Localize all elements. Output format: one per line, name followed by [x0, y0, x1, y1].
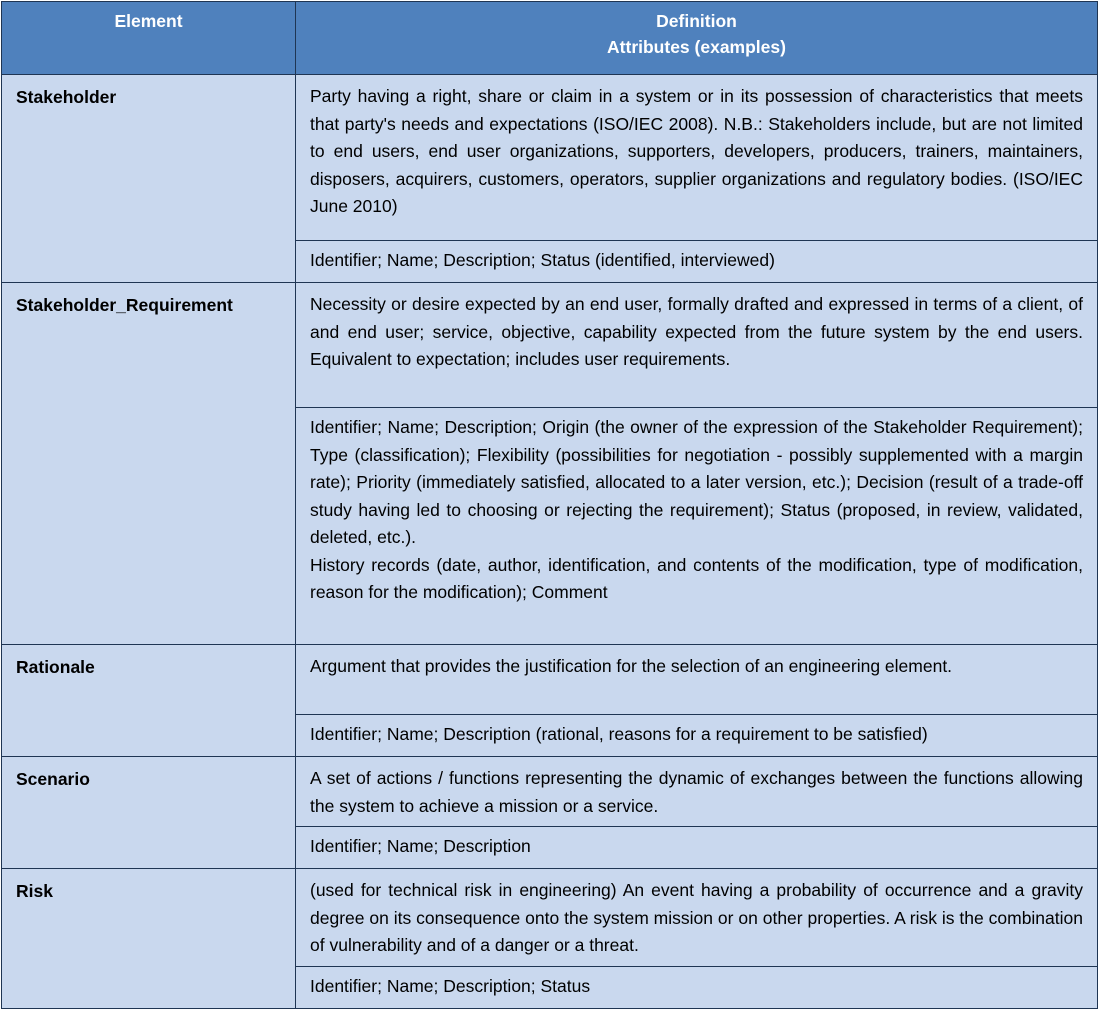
- header-row: [2, 2, 1098, 75]
- element-cell: Stakeholder: [2, 75, 296, 283]
- table-row: [2, 75, 1098, 241]
- attributes-cell: Identifier; Name; Description; Status: [296, 966, 1098, 1008]
- attributes-text: Identifier; Name; Description; Origin (the owner of the expression of the Stakeholder Requirement); Type (classification); Flexibility (possibilities for negotiation - possibly supplemented with a margin rate); Priority (immediately satisfied, allocated to a later version, etc.); Decision (result of a trade-off study having led to choosing or rejecting the requirement); Status (proposed, in review, validated, deleted, etc.).: [310, 417, 1083, 547]
- attributes-cell: Identifier; Name; Description; Status (identified, interviewed): [296, 241, 1098, 283]
- element-cell: Rationale: [2, 645, 296, 757]
- table-row: [2, 283, 1098, 408]
- header-definition-label: Definition: [656, 11, 737, 31]
- definition-cell: Party having a right, share or claim in a system or in its possession of characteristics that meets that party's needs and expectations (ISO/IEC 2008). N.B.: Stakeholders include, but are not limited to end users, end user organizations, supporters, developers, producers, trainers, maintainers, disposers, acquirers, customers, operators, supplier organizations and regulatory bodies. (ISO/IEC June 2010): [296, 75, 1098, 241]
- element-cell: Risk: [2, 869, 296, 1009]
- header-attributes-label: Attributes (examples): [607, 37, 786, 57]
- element-cell: Scenario: [2, 757, 296, 869]
- table-row: [2, 757, 1098, 827]
- definition-cell: Necessity or desire expected by an end user, formally drafted and expressed in terms of a client, of and end user; service, objective, capability expected from the future system by the end users. Equivalent to expectation; includes user requirements.: [296, 283, 1098, 408]
- attributes-cell: [296, 408, 1098, 645]
- header-definition: [296, 2, 1098, 75]
- definition-cell: Argument that provides the justification for the selection of an engineering element.: [296, 645, 1098, 715]
- attributes-cell: Identifier; Name; Description: [296, 827, 1098, 869]
- header-element: [2, 2, 296, 75]
- table-row: [2, 645, 1098, 715]
- table-header: [2, 2, 1098, 75]
- attributes-cell: Identifier; Name; Description (rational, reasons for a requirement to be satisfied): [296, 715, 1098, 757]
- element-cell: Stakeholder_Requirement: [2, 283, 296, 645]
- header-element-label: Element: [114, 11, 183, 31]
- definition-cell: A set of actions / functions representing the dynamic of exchanges between the functions allowing the system to achieve a mission or a service.: [296, 757, 1098, 827]
- elements-table: [1, 1, 1098, 1009]
- table-body: [2, 75, 1098, 1009]
- table-row: [2, 869, 1098, 967]
- attributes-history-text: History records (date, author, identification, and contents of the modification, type of modification, reason for the modification); Comment: [310, 554, 1083, 602]
- definition-cell: (used for technical risk in engineering) An event having a probability of occurrence and a gravity degree on its consequence onto the system mission or on other properties. A risk is the combination of vulnerability and of a danger or a threat.: [296, 869, 1098, 967]
